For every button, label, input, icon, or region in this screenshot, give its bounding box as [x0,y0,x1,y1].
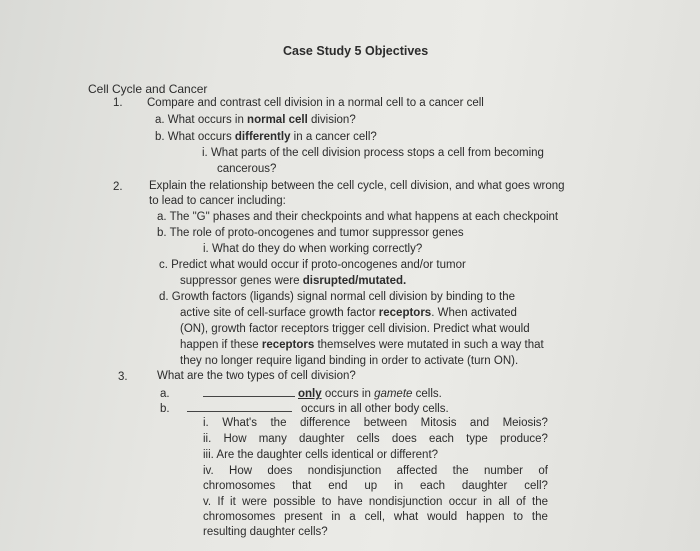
q2-c-line1: c. Predict what would occur if proto-oncogenes and/or tumor [159,259,466,271]
q3-v-line2: chromosomes present in a cell, what would happen to the [203,511,548,523]
q3-a-label: a. [160,388,170,400]
q3-iv-line2: chromosomes that end up in each daughter cell? [203,480,548,492]
q2-b: b. The role of proto-oncogenes and tumor suppressor genes [157,227,464,239]
q3-ii: ii. How many daughter cells does each type produce? [203,433,548,445]
q1-b: b. What occurs differently in a cancer cell? [155,131,377,143]
q3-iii: iii. Are the daughter cells identical or different? [203,449,439,461]
document-title: Case Study 5 Objectives [283,44,429,58]
q3-b-blank [187,400,292,412]
q2-d-line5: they no longer require ligand binding in order to activate (turn ON). [180,355,519,367]
q3-b: b. occurs in all other body cells. [160,400,449,417]
q1-text: Compare and contrast cell division in a normal cell to a cancer cell [147,97,484,109]
q2-number: 2. [113,181,123,193]
q1-a: a. What occurs in normal cell division? [155,114,356,126]
q3-iv-line1: iv. How does nondisjunction affected the number of [203,465,548,477]
q2-c-line2: suppressor genes were disrupted/mutated. [180,275,407,287]
q2-line1: Explain the relationship between the cell cycle, cell division, and what goes wrong [149,180,565,192]
q2-d-line4: happen if these receptors themselves were mutated in such a way that [180,339,544,351]
q2-d-line1: d. Growth factors (ligands) signal normal cell division by binding to the [159,291,516,303]
q2-d-line2: active site of cell-surface growth factor receptors. When activated [180,307,517,319]
q1-number: 1. [113,97,123,109]
q3-v-line3: resulting daughter cells? [203,526,328,538]
q3-v-line1: v. If it were possible to have nondisjunction occur in all of the [203,496,548,508]
q2-b-i: i. What do they do when working correctly? [203,243,423,255]
q3-text: What are the two types of cell division? [157,370,356,382]
q2-a: a. The "G" phases and their checkpoints and what happens at each checkpoint [157,211,559,223]
q2-line2: to lead to cancer including: [149,195,286,207]
q3-number: 3. [118,371,128,383]
section-heading: Cell Cycle and Cancer [88,82,208,96]
q3-a-blank [203,385,295,397]
q2-d-line3: (ON), growth factor receptors trigger cell division. Predict what would [180,323,530,335]
q3-b-label: b. [160,403,170,415]
q3-i: i. What's the difference between Mitosis and Meiosis? [203,417,548,429]
q3-a: a. only occurs in gamete cells. [160,385,442,402]
q1-b-i-line1: i. What parts of the cell division process stops a cell from becoming [202,147,544,159]
q1-b-i-line2: cancerous? [217,163,277,175]
